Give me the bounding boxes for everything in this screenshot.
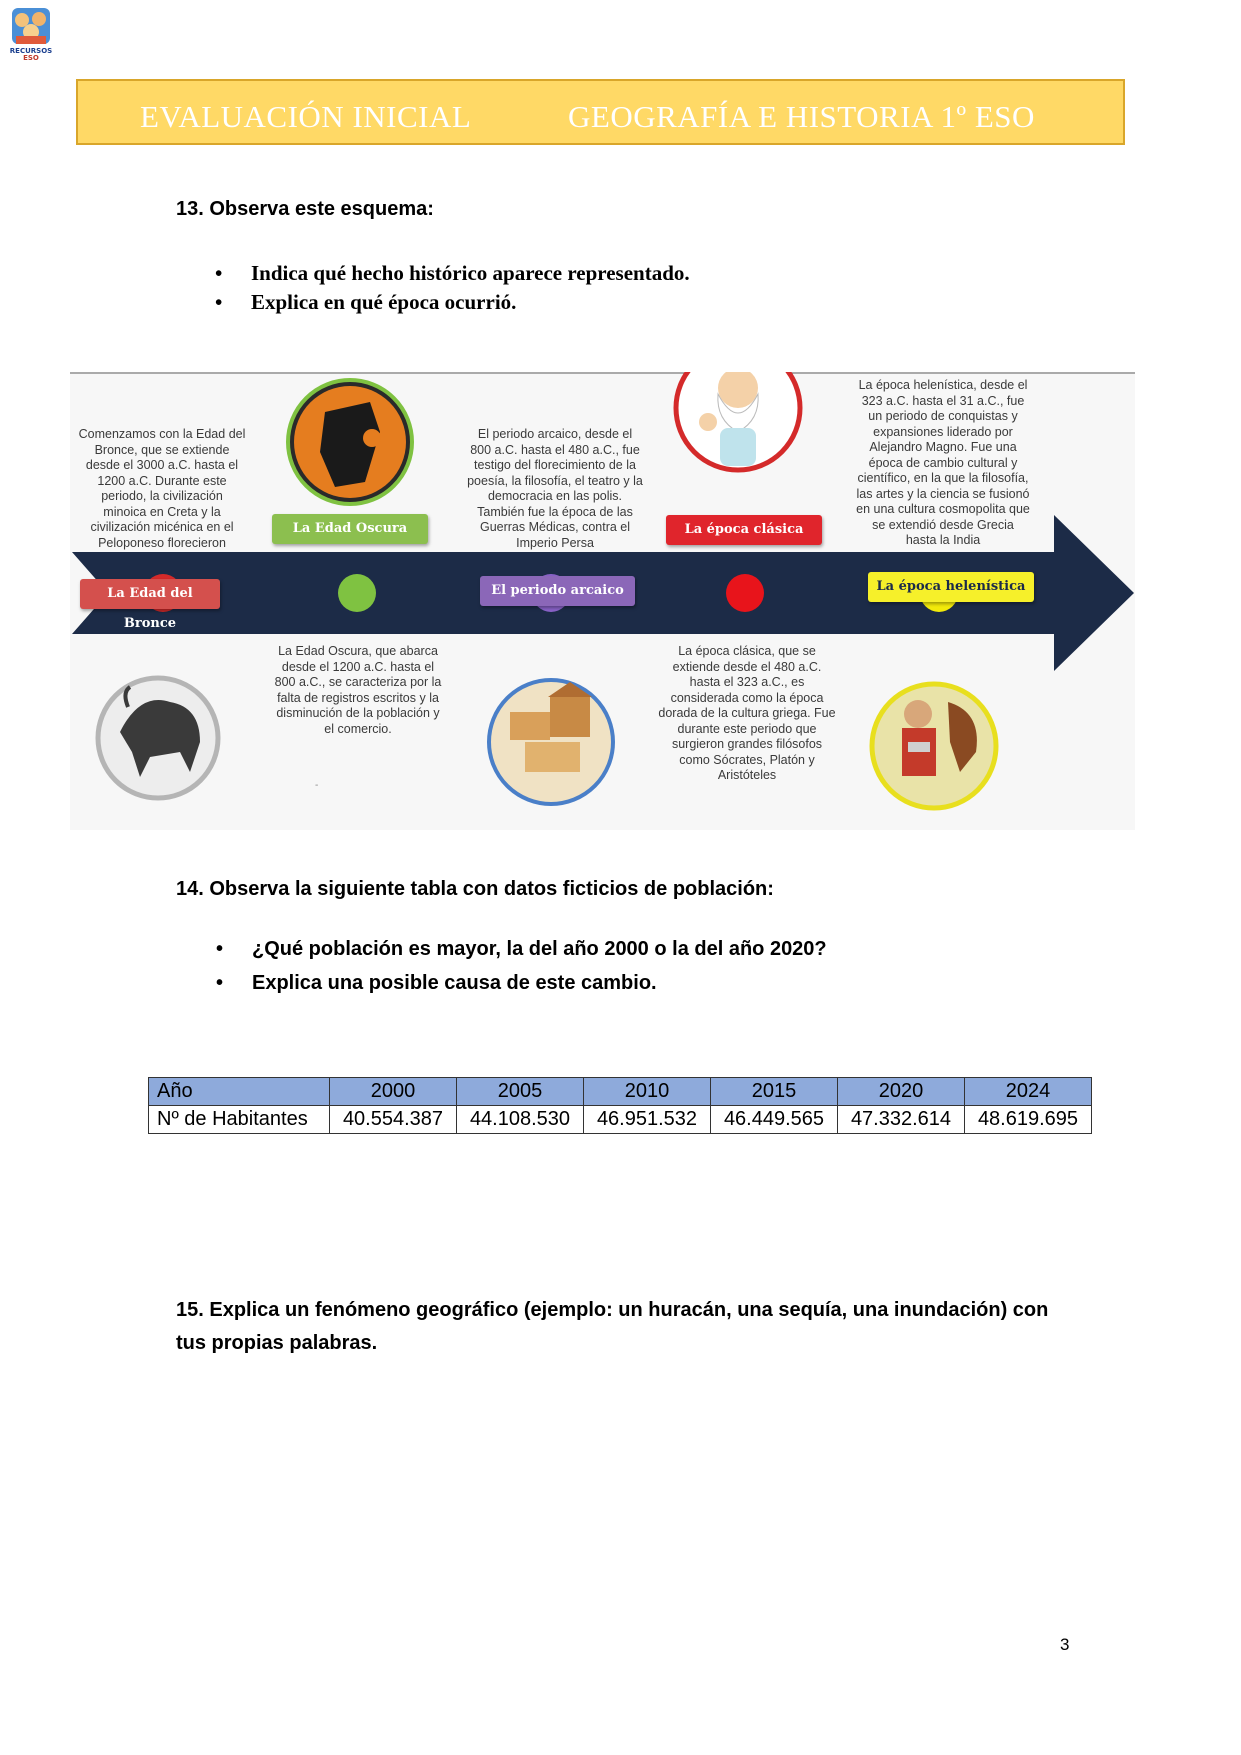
philosopher-image bbox=[676, 372, 800, 470]
greek-history-timeline bbox=[70, 372, 1150, 832]
table-cell: 44.108.530 bbox=[457, 1106, 584, 1134]
table-cell: 2024 bbox=[965, 1078, 1092, 1106]
bullet-item: • Indica qué hecho histórico aparece representado. bbox=[215, 261, 690, 285]
table-row bbox=[149, 1078, 1092, 1106]
label-periodo-arcaico: El periodo arcaico bbox=[480, 576, 635, 606]
table-cell: 40.554.387 bbox=[330, 1106, 457, 1134]
timeline-dot bbox=[338, 574, 376, 612]
minoan-bull-image bbox=[98, 678, 218, 798]
recursos-eso-logo bbox=[8, 6, 54, 62]
label-epoca-clasica: La época clásica bbox=[666, 515, 822, 545]
header-right-title: GEOGRAFÍA E HISTORIA 1º ESO bbox=[568, 99, 1035, 134]
question-13-bullets bbox=[215, 259, 690, 317]
svg-text:RECURSOS: RECURSOS bbox=[9, 47, 53, 55]
question-13-title: 13. Observa este esquema: bbox=[176, 198, 434, 220]
header-banner bbox=[76, 79, 1125, 145]
table-cell: 46.449.565 bbox=[711, 1106, 838, 1134]
table-cell: 46.951.532 bbox=[584, 1106, 711, 1134]
table-cell: 2015 bbox=[711, 1078, 838, 1106]
table-cell: 2000 bbox=[330, 1078, 457, 1106]
bullet-item: • ¿Qué población es mayor, la del año 2000 o la del año 2020? bbox=[216, 938, 827, 960]
question-14-title: 14. Observa la siguiente tabla con datos ficticios de población: bbox=[176, 878, 774, 900]
greek-city-image bbox=[489, 680, 613, 804]
table-row bbox=[149, 1106, 1092, 1134]
svg-text:-: - bbox=[315, 780, 319, 791]
text-edad-bronce: Comenzamos con la Edad del Bronce, que se extiende desde el 3000 a.C. hasta el 1200 a.C. Durante este periodo, la civilización minoica en Creta y la civilización micénica en el Peloponeso florecieron bbox=[78, 427, 246, 550]
text-periodo-arcaico: El periodo arcaico, desde el 800 a.C. hasta el 480 a.C., fue testigo del florecimiento de la poesía, la filosofía, el teatro y la democracia en las polis. También fue la época de las Guerras Médicas, contra el Imperio Persa bbox=[467, 427, 643, 550]
question-14-bullets bbox=[216, 932, 827, 1000]
header-left-title: EVALUACIÓN INICIAL bbox=[140, 99, 472, 134]
alexander-battle-image bbox=[872, 684, 996, 808]
table-cell: 2020 bbox=[838, 1078, 965, 1106]
question-15-line-1: 15. Explica un fenómeno geográfico (ejemplo: un huracán, una sequía, una inundación) con bbox=[176, 1299, 1049, 1321]
label-edad-oscura: La Edad Oscura bbox=[272, 514, 428, 544]
bullet-item: • Explica una posible causa de este cambio. bbox=[216, 972, 657, 994]
table-cell: 2005 bbox=[457, 1078, 584, 1106]
question-15-line-2: tus propias palabras. bbox=[176, 1332, 378, 1354]
helmet-warrior-image bbox=[288, 380, 412, 504]
table-cell: Nº de Habitantes bbox=[149, 1106, 330, 1134]
label-epoca-helenistica: La época helenística bbox=[868, 572, 1034, 602]
table-cell: 2010 bbox=[584, 1078, 711, 1106]
bullet-item: • Explica en qué época ocurrió. bbox=[215, 290, 517, 314]
table-cell: Año bbox=[149, 1078, 330, 1106]
svg-text:ESO: ESO bbox=[23, 54, 39, 62]
timeline-dot bbox=[726, 574, 764, 612]
label-edad-bronce: La Edad del Bronce bbox=[80, 579, 220, 609]
page-number: 3 bbox=[1060, 1635, 1070, 1654]
text-edad-oscura: La Edad Oscura, que abarca desde el 1200 a.C. hasta el 800 a.C., se caracteriza por la falta de registros escritos y la disminución de la población y el comercio. bbox=[274, 644, 442, 736]
population-table bbox=[148, 1077, 1092, 1134]
table-cell: 48.619.695 bbox=[965, 1106, 1092, 1134]
question-15 bbox=[176, 1294, 1048, 1360]
text-epoca-clasica: La época clásica, que se extiende desde el 480 a.C. hasta el 323 a.C., es considerada como la época dorada de la cultura griega. Fue durante este periodo que surgieron grandes filósofos como Sócrates, Platón y Aristóteles bbox=[658, 644, 836, 782]
table-cell: 47.332.614 bbox=[838, 1106, 965, 1134]
text-epoca-helenistica: La época helenística, desde el 323 a.C. hasta el 31 a.C., fue un periodo de conquistas y expansiones liderado por Alejandro Magno. Fue una época de cambio cultural y científico, en la que la filosofía, las artes y la ciencia se fusionó en una cultura cosmopolita que se extendió desde Grecia hasta la India bbox=[856, 378, 1030, 547]
